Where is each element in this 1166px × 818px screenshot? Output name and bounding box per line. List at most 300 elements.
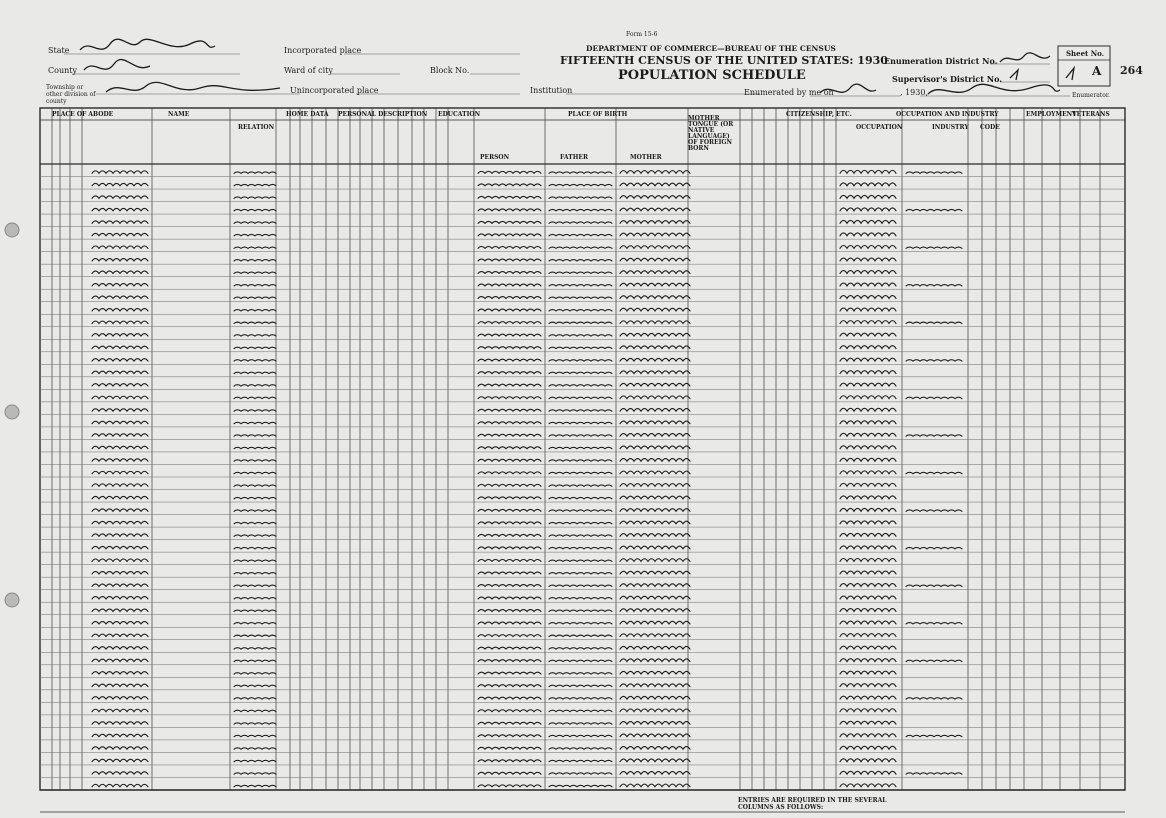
handwritten-entry: [478, 472, 541, 474]
handwritten-entry: [478, 560, 541, 562]
handwritten-entry: [906, 209, 962, 210]
handwritten-entry: [549, 347, 612, 348]
handwritten-entry: [92, 496, 148, 498]
handwritten-entry: [620, 696, 690, 699]
handwritten-entry: [234, 660, 276, 661]
handwritten-entry: [840, 208, 896, 211]
sheet-side: A: [1092, 64, 1102, 78]
handwritten-entry: [478, 309, 541, 311]
handwritten-entry: [620, 634, 690, 637]
handwritten-entry: [620, 646, 690, 649]
handwritten-entry: [620, 183, 690, 186]
handwritten-entry: [478, 297, 541, 299]
township-handwriting: [106, 82, 280, 92]
handwritten-entry: [620, 171, 690, 174]
handwritten-entry: [549, 372, 612, 373]
handwritten-entry: [840, 734, 896, 737]
handwritten-entry: [234, 723, 276, 724]
handwritten-entry: [92, 684, 148, 686]
handwritten-entry: [478, 284, 541, 286]
handwritten-entry: [906, 472, 962, 473]
col-person: PERSON: [480, 154, 510, 161]
handwritten-entry: [906, 322, 962, 323]
handwritten-entry: [840, 746, 896, 749]
handwritten-entry: [906, 172, 962, 173]
handwritten-entry: [906, 397, 962, 398]
handwritten-entry: [840, 584, 896, 587]
handwritten-entry: [620, 346, 690, 349]
page-number: 264: [1120, 64, 1143, 77]
handwritten-entry: [92, 584, 148, 586]
handwritten-entry: [478, 272, 541, 274]
handwritten-entry: [549, 560, 612, 561]
handwritten-entry: [840, 521, 896, 524]
handwritten-entry: [92, 672, 148, 674]
handwritten-entry: [549, 422, 612, 423]
handwritten-entry: [234, 510, 276, 511]
handwritten-entry: [549, 598, 612, 599]
handwritten-entry: [620, 246, 690, 249]
handwritten-entry: [234, 648, 276, 649]
handwritten-entry: [234, 234, 276, 235]
handwritten-entry: [620, 446, 690, 449]
handwritten-entry: [92, 459, 148, 461]
handwritten-entry: [840, 709, 896, 712]
handwritten-entry: [906, 660, 962, 661]
handwritten-entry: [840, 646, 896, 649]
handwritten-entry: [620, 734, 690, 737]
handwritten-entry: [92, 722, 148, 724]
handwritten-entry: [840, 321, 896, 324]
handwritten-entry: [92, 784, 148, 786]
handwritten-entry: [906, 585, 962, 586]
col-citizenship: CITIZENSHIP, ETC.: [786, 111, 852, 118]
handwritten-entry: [620, 571, 690, 574]
handwritten-entry: [234, 585, 276, 586]
state-handwriting: [80, 39, 215, 50]
handwritten-entry: [478, 722, 541, 724]
handwritten-entry: [478, 234, 541, 236]
handwritten-entry: [840, 659, 896, 662]
handwritten-entry: [234, 610, 276, 611]
handwritten-entry: [478, 497, 541, 499]
handwritten-entry: [840, 483, 896, 486]
punch-hole: [5, 223, 19, 237]
handwritten-entry: [92, 208, 148, 210]
handwritten-entry: [840, 246, 896, 249]
handwritten-entry: [620, 621, 690, 624]
handwritten-entry: [620, 459, 690, 462]
handwritten-entry: [234, 184, 276, 185]
handwritten-entry: [549, 460, 612, 461]
handwritten-entry: [92, 246, 148, 248]
handwritten-entry: [234, 673, 276, 674]
handwritten-entry: [549, 635, 612, 636]
handwritten-entry: [234, 447, 276, 448]
handwritten-entry: [549, 272, 612, 273]
handwritten-entry: [478, 459, 541, 461]
handwritten-entry: [549, 748, 612, 749]
handwritten-entry: [840, 170, 896, 173]
handwritten-entry: [840, 696, 896, 699]
handwritten-entry: [234, 598, 276, 599]
handwritten-entry: [478, 534, 541, 536]
handwritten-entry: [549, 260, 612, 261]
handwritten-entry: [478, 697, 541, 699]
handwritten-entry: [840, 784, 896, 787]
handwritten-entry: [906, 547, 962, 548]
handwritten-entry: [549, 573, 612, 574]
handwritten-entry: [234, 760, 276, 761]
handwritten-entry: [478, 622, 541, 624]
handwritten-entry: [620, 308, 690, 311]
handwritten-entry: [620, 296, 690, 299]
handwritten-entry: [620, 684, 690, 687]
handwritten-entry: [92, 446, 148, 448]
handwritten-entry: [478, 184, 541, 186]
handwritten-entry: [620, 221, 690, 224]
handwritten-entry: [92, 196, 148, 198]
handwritten-entry: [478, 409, 541, 411]
handwritten-entry: [234, 209, 276, 210]
handwritten-entry: [840, 296, 896, 299]
county-handwriting: [84, 60, 150, 70]
handwritten-entry: [840, 458, 896, 461]
handwritten-entry: [549, 184, 612, 185]
handwritten-entry: [620, 434, 690, 437]
enumeration-district-label: Enumeration District No.: [884, 56, 998, 66]
handwritten-entry: [234, 573, 276, 574]
handwritten-entry: [478, 347, 541, 349]
handwritten-entry: [478, 760, 541, 762]
col-personal-description: PERSONAL DESCRIPTION: [338, 111, 428, 118]
handwritten-entry: [234, 623, 276, 624]
handwritten-entry: [620, 609, 690, 612]
handwritten-entry: [92, 609, 148, 611]
col-occupation-industry: OCCUPATION AND INDUSTRY: [896, 111, 999, 118]
handwritten-entry: [840, 609, 896, 612]
handwritten-entry: [549, 698, 612, 699]
handwritten-entry: [549, 310, 612, 311]
handwritten-entry: [549, 360, 612, 361]
handwritten-entry: [906, 623, 962, 624]
handwritten-entry: [92, 509, 148, 511]
handwritten-entry: [549, 335, 612, 336]
handwritten-entry: [840, 308, 896, 311]
handwritten-entry: [840, 258, 896, 261]
handwritten-entry: [234, 322, 276, 323]
unincorporated-label: Unincorporated place: [290, 86, 379, 95]
handwritten-entry: [234, 410, 276, 411]
handwritten-entry: [906, 247, 962, 248]
handwritten-entry: [906, 735, 962, 736]
handwritten-entry: [92, 471, 148, 473]
handwritten-entry: [92, 634, 148, 636]
handwritten-entry: [906, 285, 962, 286]
handwritten-entry: [840, 421, 896, 424]
handwritten-entry: [620, 396, 690, 399]
schedule-title: POPULATION SCHEDULE: [618, 68, 806, 83]
handwritten-entry: [478, 610, 541, 612]
handwritten-entry: [549, 660, 612, 661]
handwritten-entry: [92, 284, 148, 286]
handwritten-entry: [92, 346, 148, 348]
handwritten-entry: [620, 722, 690, 725]
handwritten-entry: [92, 647, 148, 649]
handwritten-entry: [840, 233, 896, 236]
handwritten-entry: [840, 271, 896, 274]
form-number: Form 15-6: [626, 31, 658, 38]
handwritten-entry: [478, 359, 541, 361]
handwritten-entry: [234, 635, 276, 636]
handwritten-entry: [234, 197, 276, 198]
handwritten-entry: [478, 685, 541, 687]
handwritten-entry: [840, 559, 896, 562]
handwritten-entry: [234, 272, 276, 273]
handwritten-entry: [234, 172, 276, 173]
enumerated-label: Enumerated by me on: [744, 88, 834, 97]
handwritten-entry: [234, 785, 276, 786]
handwritten-entry: [549, 385, 612, 386]
handwritten-entry: [478, 772, 541, 774]
handwritten-entry: [478, 585, 541, 587]
handwritten-entry: [549, 723, 612, 724]
handwritten-entry: [234, 773, 276, 774]
handwritten-entry: [549, 397, 612, 398]
handwritten-entry: [620, 271, 690, 274]
handwritten-entry: [478, 171, 541, 173]
punch-hole: [5, 593, 19, 607]
handwritten-entry: [92, 697, 148, 699]
handwritten-entry: [92, 546, 148, 548]
handwritten-entry: [234, 547, 276, 548]
handwritten-entry: [840, 446, 896, 449]
handwritten-entry: [92, 521, 148, 523]
enumerator-name-handwriting: [928, 84, 1060, 94]
handwritten-entry: [840, 471, 896, 474]
handwritten-entry: [840, 634, 896, 637]
handwritten-entry: [840, 358, 896, 361]
handwritten-entry: [549, 623, 612, 624]
handwritten-entry: [840, 721, 896, 724]
handwritten-entry: [92, 309, 148, 311]
handwritten-entry: [234, 335, 276, 336]
handwritten-entry: [92, 421, 148, 423]
col-name: NAME: [168, 111, 190, 118]
col-place-of-birth: PLACE OF BIRTH: [568, 111, 628, 118]
handwritten-entry: [92, 384, 148, 386]
handwritten-entry: [620, 747, 690, 750]
handwritten-entry: [92, 271, 148, 273]
handwritten-entry: [478, 547, 541, 549]
handwritten-entry: [478, 747, 541, 749]
handwritten-entry: [478, 397, 541, 399]
handwritten-entry: [840, 220, 896, 223]
handwritten-entry: [478, 672, 541, 674]
handwritten-entry: [549, 773, 612, 774]
handwritten-entry: [549, 197, 612, 198]
handwritten-entry: [840, 671, 896, 674]
handwritten-entry: [620, 258, 690, 261]
handwritten-entry: [234, 560, 276, 561]
handwritten-entry: [549, 510, 612, 511]
incorporated-label: Incorporated place: [284, 46, 362, 55]
handwritten-entry: [234, 372, 276, 373]
census-title: FIFTEENTH CENSUS OF THE UNITED STATES: 1930: [560, 54, 888, 67]
handwritten-entry: [478, 635, 541, 637]
handwritten-entry: [92, 622, 148, 624]
handwritten-entry: [840, 508, 896, 511]
handwritten-entry: [234, 360, 276, 361]
handwritten-entry: [549, 209, 612, 210]
county-label: County: [48, 66, 77, 75]
handwritten-entry: [234, 310, 276, 311]
handwritten-entry: [840, 371, 896, 374]
handwritten-entry: [478, 484, 541, 486]
handwritten-entry: [549, 522, 612, 523]
col-mother: MOTHER: [630, 154, 662, 161]
handwritten-entry: [234, 460, 276, 461]
handwritten-entry: [478, 522, 541, 524]
handwritten-entry: [92, 572, 148, 574]
handwritten-entry: [620, 496, 690, 499]
handwritten-entry: [92, 334, 148, 336]
col-industry: INDUSTRY: [932, 124, 969, 131]
handwritten-entry: [620, 671, 690, 674]
handwritten-entry: [620, 534, 690, 537]
handwritten-entry: [234, 522, 276, 523]
handwritten-entry: [549, 435, 612, 436]
handwritten-entry: [478, 334, 541, 336]
handwritten-entry: [840, 408, 896, 411]
handwritten-entry: [92, 321, 148, 323]
sheet-number-handwriting: [1066, 68, 1074, 80]
year-text: , 1930,: [900, 88, 928, 97]
block-label: Block No.: [430, 66, 470, 75]
handwritten-entry: [620, 759, 690, 762]
handwritten-entry: [234, 735, 276, 736]
col-education: EDUCATION: [438, 111, 481, 118]
footer-entries-note: ENTRIES ARE REQUIRED IN THE SEVERAL COLUMNS AS FOLLOWS:: [738, 797, 887, 811]
handwritten-entry: [92, 534, 148, 536]
handwritten-entry: [620, 584, 690, 587]
handwritten-entry: [840, 684, 896, 687]
col-veterans: VETERANS: [1072, 111, 1110, 118]
township-label: Township or other division of county: [46, 84, 96, 105]
handwritten-entry: [92, 171, 148, 173]
handwritten-entry: [92, 484, 148, 486]
handwritten-entry: [549, 685, 612, 686]
handwritten-entry: [549, 485, 612, 486]
handwritten-entry: [549, 648, 612, 649]
handwritten-entry: [92, 747, 148, 749]
handwritten-entry: [478, 735, 541, 737]
handwritten-entry: [92, 597, 148, 599]
handwritten-entry: [234, 422, 276, 423]
handwritten-entry: [620, 371, 690, 374]
handwritten-entry: [840, 283, 896, 286]
handwritten-entry: [234, 247, 276, 248]
handwritten-entry: [549, 785, 612, 786]
handwritten-entry: [478, 422, 541, 424]
handwritten-entry: [620, 559, 690, 562]
col-home-data: HOME DATA: [286, 111, 329, 118]
handwritten-entry: [906, 510, 962, 511]
department-line: DEPARTMENT OF COMMERCE—BUREAU OF THE CENSUS: [586, 44, 836, 53]
handwritten-entry: [840, 496, 896, 499]
handwritten-entry: [620, 409, 690, 412]
handwritten-entry: [549, 735, 612, 736]
handwritten-entry: [906, 435, 962, 436]
handwritten-entry: [620, 471, 690, 474]
handwritten-entry: [478, 597, 541, 599]
handwritten-entry: [92, 709, 148, 711]
handwritten-entry: [234, 472, 276, 473]
handwritten-entry: [92, 221, 148, 223]
handwritten-entry: [92, 409, 148, 411]
handwritten-entry: [478, 221, 541, 223]
col-occupation: OCCUPATION: [856, 124, 903, 131]
institution-label: Institution: [530, 86, 573, 95]
handwritten-entry: [840, 195, 896, 198]
handwritten-entry: [620, 283, 690, 286]
handwritten-entry: [620, 509, 690, 512]
handwritten-entry: [549, 410, 612, 411]
handwritten-entry: [478, 196, 541, 198]
handwritten-entry: [840, 571, 896, 574]
handwritten-entry: [92, 772, 148, 774]
handwritten-entry: [234, 435, 276, 436]
handwritten-entry: [478, 447, 541, 449]
handwritten-entry: [478, 710, 541, 712]
col-father: FATHER: [560, 154, 588, 161]
handwritten-entry: [840, 333, 896, 336]
handwritten-entry: [620, 196, 690, 199]
handwritten-entry: [92, 233, 148, 235]
handwritten-entry: [478, 434, 541, 436]
handwritten-entry: [620, 659, 690, 662]
handwritten-entry: [478, 785, 541, 787]
handwritten-entry: [234, 748, 276, 749]
handwritten-entry: [478, 572, 541, 574]
handwritten-entry: [92, 359, 148, 361]
handwritten-entry: [92, 296, 148, 298]
handwritten-entry: [478, 647, 541, 649]
handwritten-entry: [549, 297, 612, 298]
handwritten-entry: [549, 247, 612, 248]
handwritten-entry: [478, 372, 541, 374]
handwritten-entry: [620, 233, 690, 236]
handwritten-entry: [234, 698, 276, 699]
handwritten-entry: [234, 397, 276, 398]
handwritten-entry: [92, 396, 148, 398]
handwritten-entry: [620, 772, 690, 775]
handwritten-entry: [840, 596, 896, 599]
handwritten-entry: [234, 385, 276, 386]
handwritten-entry: [840, 621, 896, 624]
handwritten-entry: [234, 497, 276, 498]
handwritten-entry: [549, 585, 612, 586]
handwritten-entry: [234, 485, 276, 486]
handwritten-entry: [549, 497, 612, 498]
district-number-handwriting: [1000, 53, 1050, 62]
handwritten-entry: [92, 759, 148, 761]
handwritten-entry: [478, 209, 541, 211]
handwritten-entry: [234, 685, 276, 686]
handwritten-entry: [620, 546, 690, 549]
col-employment: EMPLOYMENT: [1026, 111, 1077, 118]
handwritten-entry: [478, 509, 541, 511]
